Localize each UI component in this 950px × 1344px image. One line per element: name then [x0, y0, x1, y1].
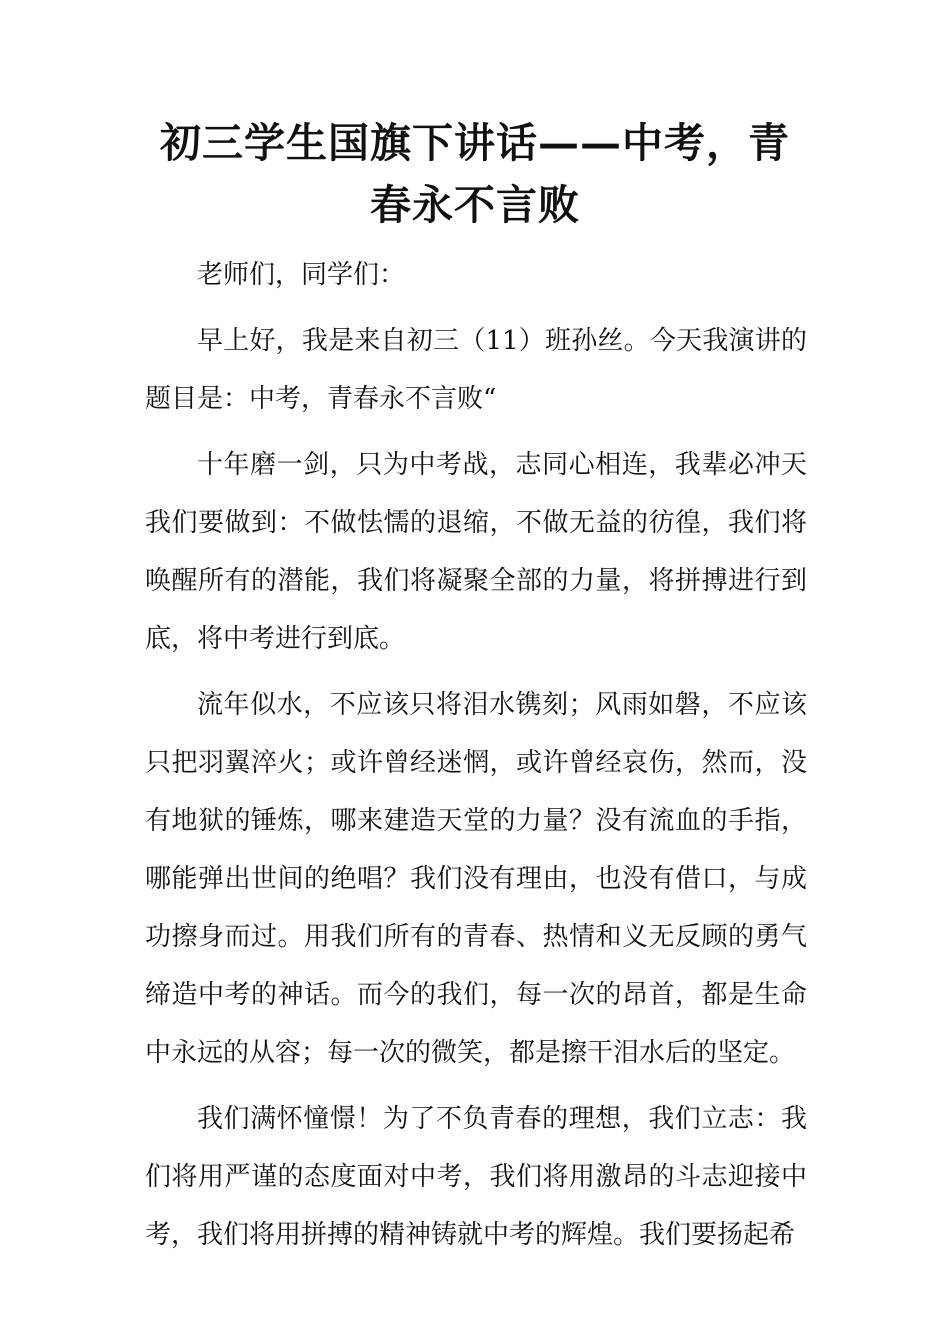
document-body — [145, 246, 807, 1272]
body-paragraph-3: 我们满怀憧憬！为了不负青春的理想，我们立志：我们将用严谨的态度面对中考，我们将用激昂的斗志迎接中考，我们将用拼搏的精神铸就中考的辉煌。我们要扬起希 — [145, 1104, 807, 1250]
greeting-paragraph: 老师们，同学们： — [197, 260, 406, 290]
body-paragraph-1: 十年磨一剑，只为中考战，志同心相连，我辈必冲天我们要做到：不做怯懦的退缩，不做无益的彷徨，我们将唤醒所有的潜能，我们将凝聚全部的力量，将拼搏进行到底，将中考进行到底。 — [145, 450, 807, 654]
document-title: 初三学生国旗下讲话——中考，青春永不言败 — [160, 119, 790, 229]
intro-paragraph: 早上好，我是来自初三（11）班孙丝。今天我演讲的题目是：中考，青春永不言败“ — [145, 326, 807, 414]
body-paragraph-2: 流年似水，不应该只将泪水镌刻；风雨如磐，不应该只把羽翼淬火；或许曾经迷惘，或许曾经哀伤，然而，没有地狱的锤炼，哪来建造天堂的力量？没有流血的手指，哪能弹出世间的绝唱？我们没有理由，也没有借口，与成功擦身而过。用我们所有的青春、热情和义无反顾的勇气缔造中考的神话。而今的我们，每一次的昂首，都是生命中永远的从容；每一次的微笑，都是擦干泪水后的坚定。 — [145, 690, 807, 1068]
